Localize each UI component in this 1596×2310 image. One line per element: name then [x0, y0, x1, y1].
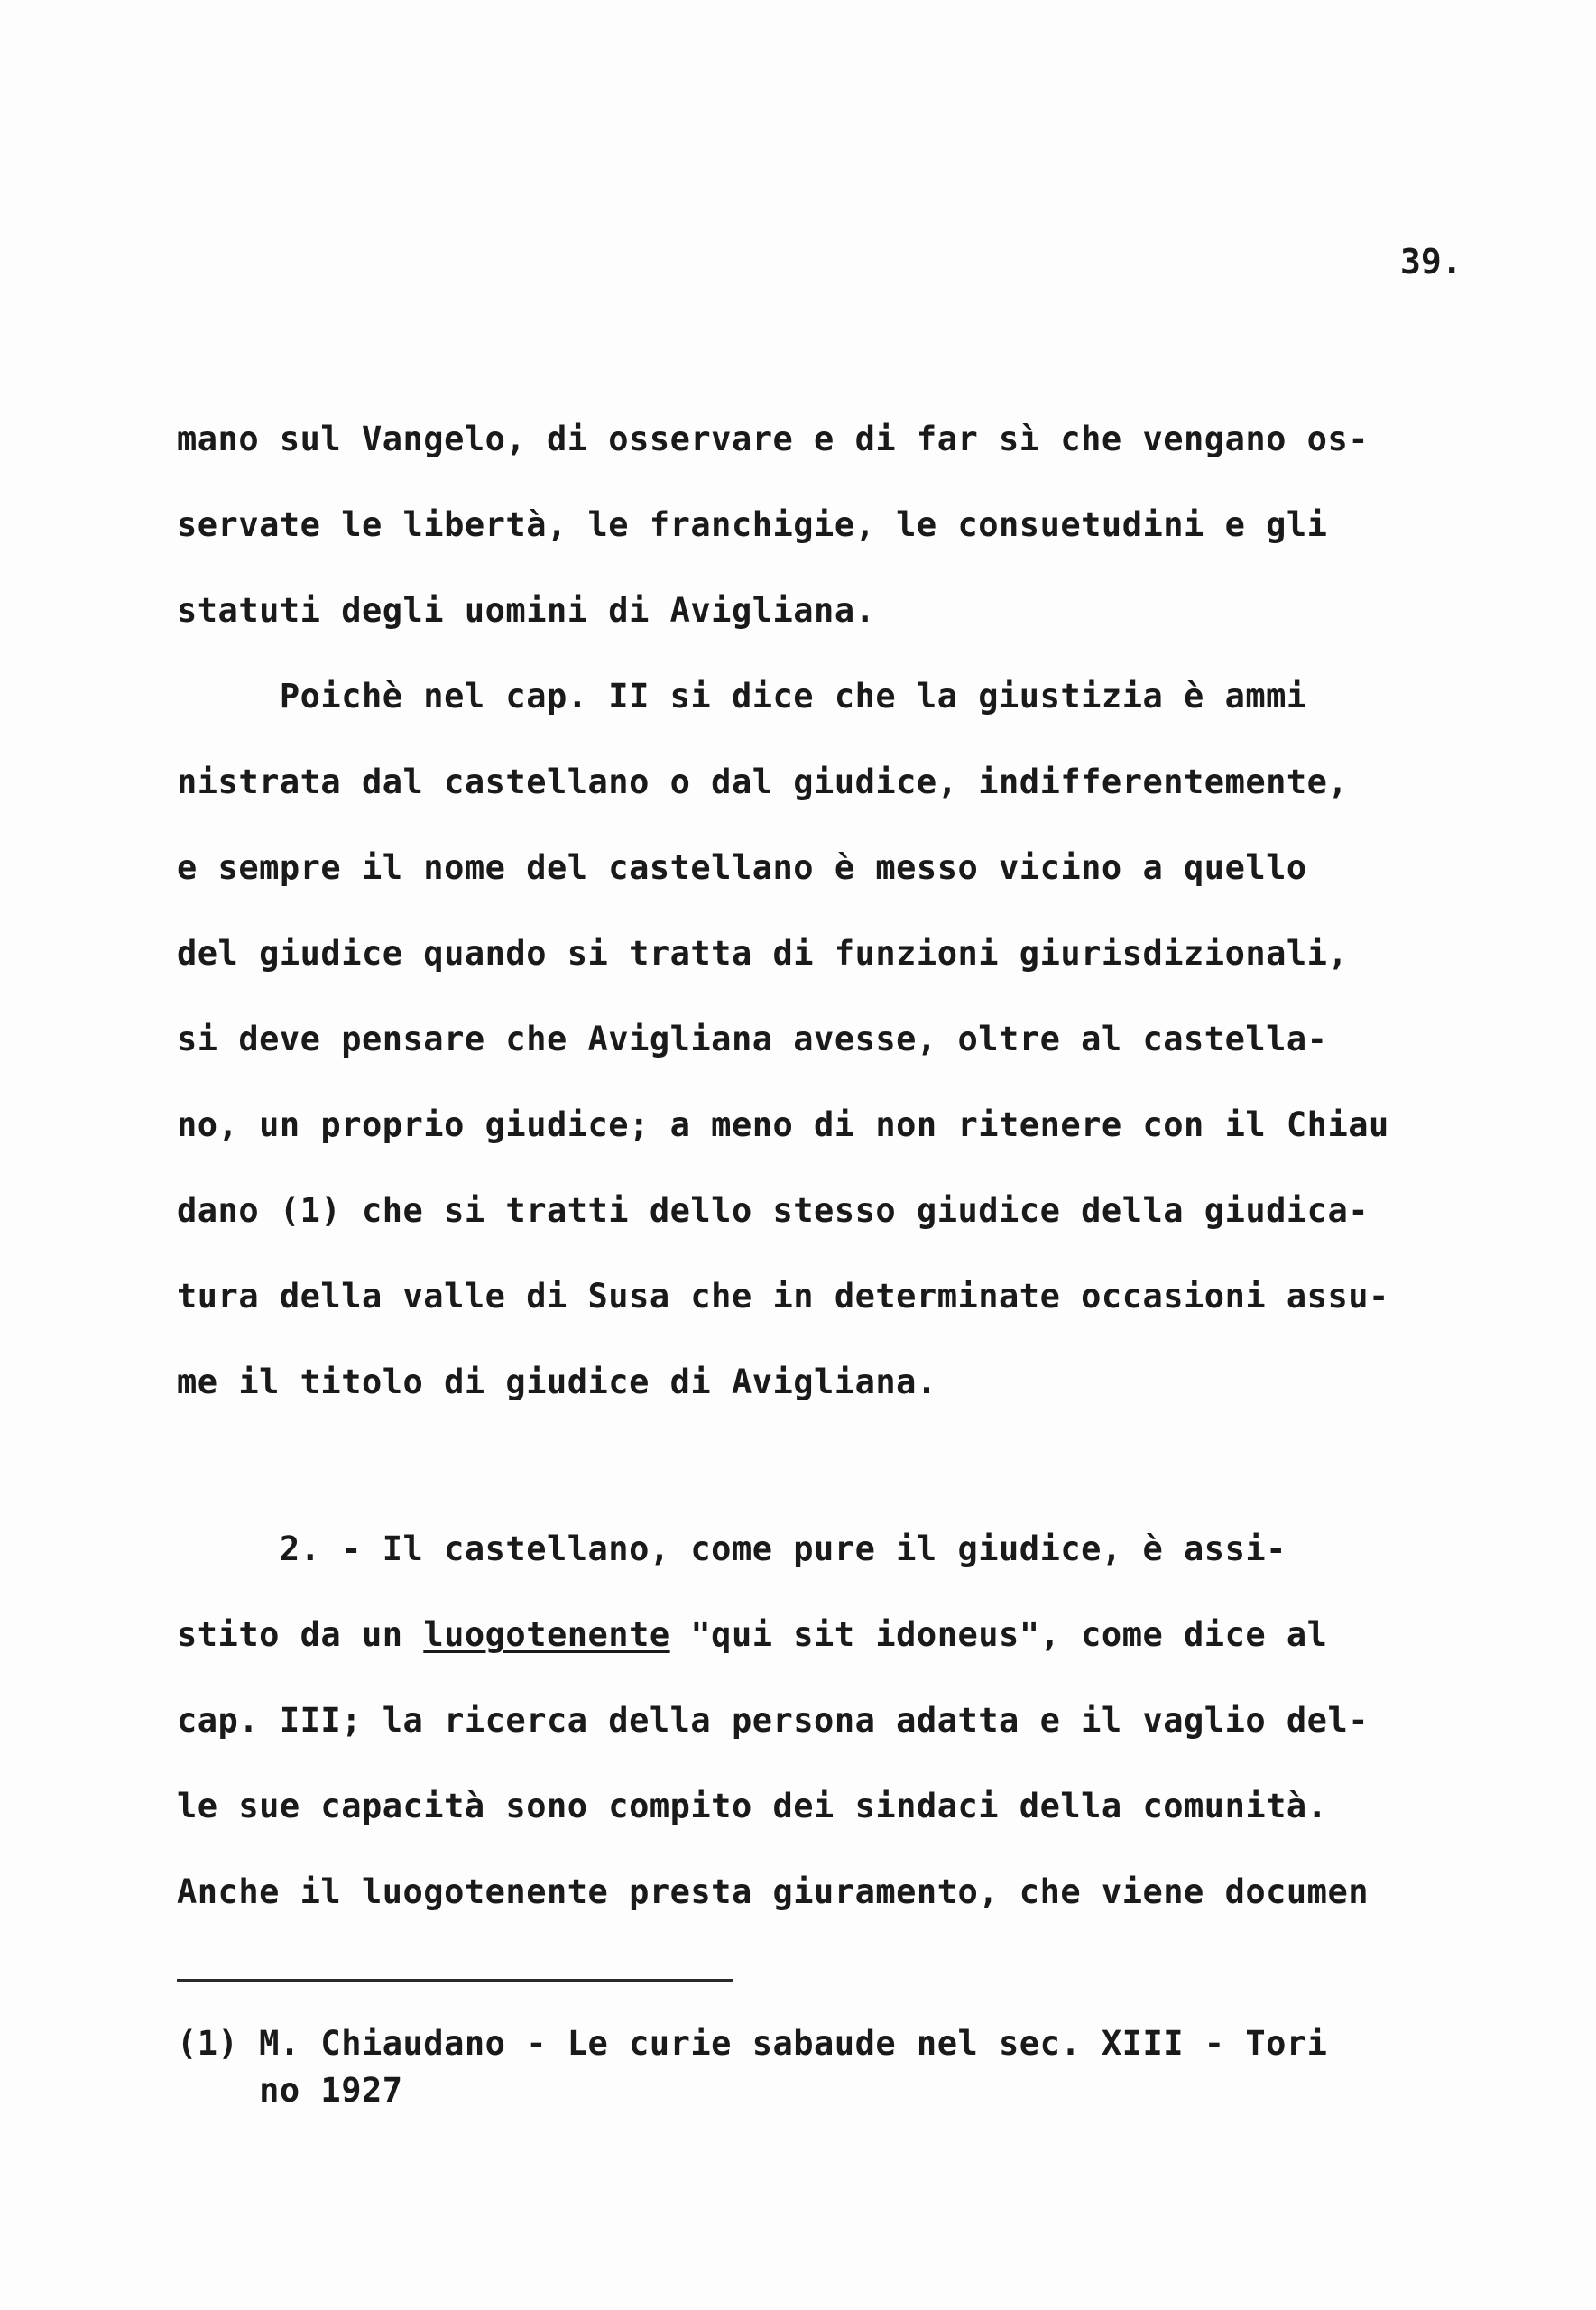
text-segment: stito da un — [177, 1615, 424, 1654]
text-line: statuti degli uomini di Avigliana. — [177, 591, 876, 630]
text-line: e sempre il nome del castellano è messo vicino a quello — [177, 848, 1307, 887]
text-line — [177, 1615, 1327, 1655]
text-line: nistrata dal castellano o dal giudice, indifferentemente, — [177, 762, 1349, 801]
text-line: servate le libertà, le franchigie, le consuetudini e gli — [177, 505, 1328, 544]
text-line: cap. III; la ricerca della persona adatta e il vaglio del- — [177, 1701, 1370, 1740]
text-line: no, un proprio giudice; a meno di non ritenere con il Chiau — [177, 1105, 1389, 1144]
text-segment: "qui sit idoneus", come dice al — [669, 1615, 1328, 1654]
footnote-separator — [177, 1979, 733, 1982]
text-line: Poichè nel cap. II si dice che la giustizia è ammi — [177, 677, 1307, 716]
text-line: dano (1) che si tratti dello stesso giudice della giudica- — [177, 1191, 1370, 1230]
text-line: 2. - Il castellano, come pure il giudice, è assi- — [177, 1529, 1287, 1568]
page-number: 39. — [1400, 242, 1462, 282]
footnote-line: no 1927 — [177, 2071, 403, 2110]
text-line: Anche il luogotenente presta giuramento, che viene documen — [177, 1872, 1370, 1911]
text-line: si deve pensare che Avigliana avesse, oltre al castella- — [177, 1020, 1328, 1058]
underlined-term: luogotenente — [423, 1615, 670, 1654]
text-line: del giudice quando si tratta di funzioni giurisdizionali, — [177, 934, 1349, 973]
text-line: le sue capacità sono compito dei sindaci della comunità. — [177, 1787, 1328, 1825]
footnote-line: (1) M. Chiaudano - Le curie sabaude nel sec. XIII - Tori — [177, 2024, 1328, 2063]
text-line: mano sul Vangelo, di osservare e di far sì che vengano os- — [177, 420, 1370, 458]
text-line: tura della valle di Susa che in determinate occasioni assu- — [177, 1277, 1389, 1316]
text-line: me il titolo di giudice di Avigliana. — [177, 1363, 937, 1401]
